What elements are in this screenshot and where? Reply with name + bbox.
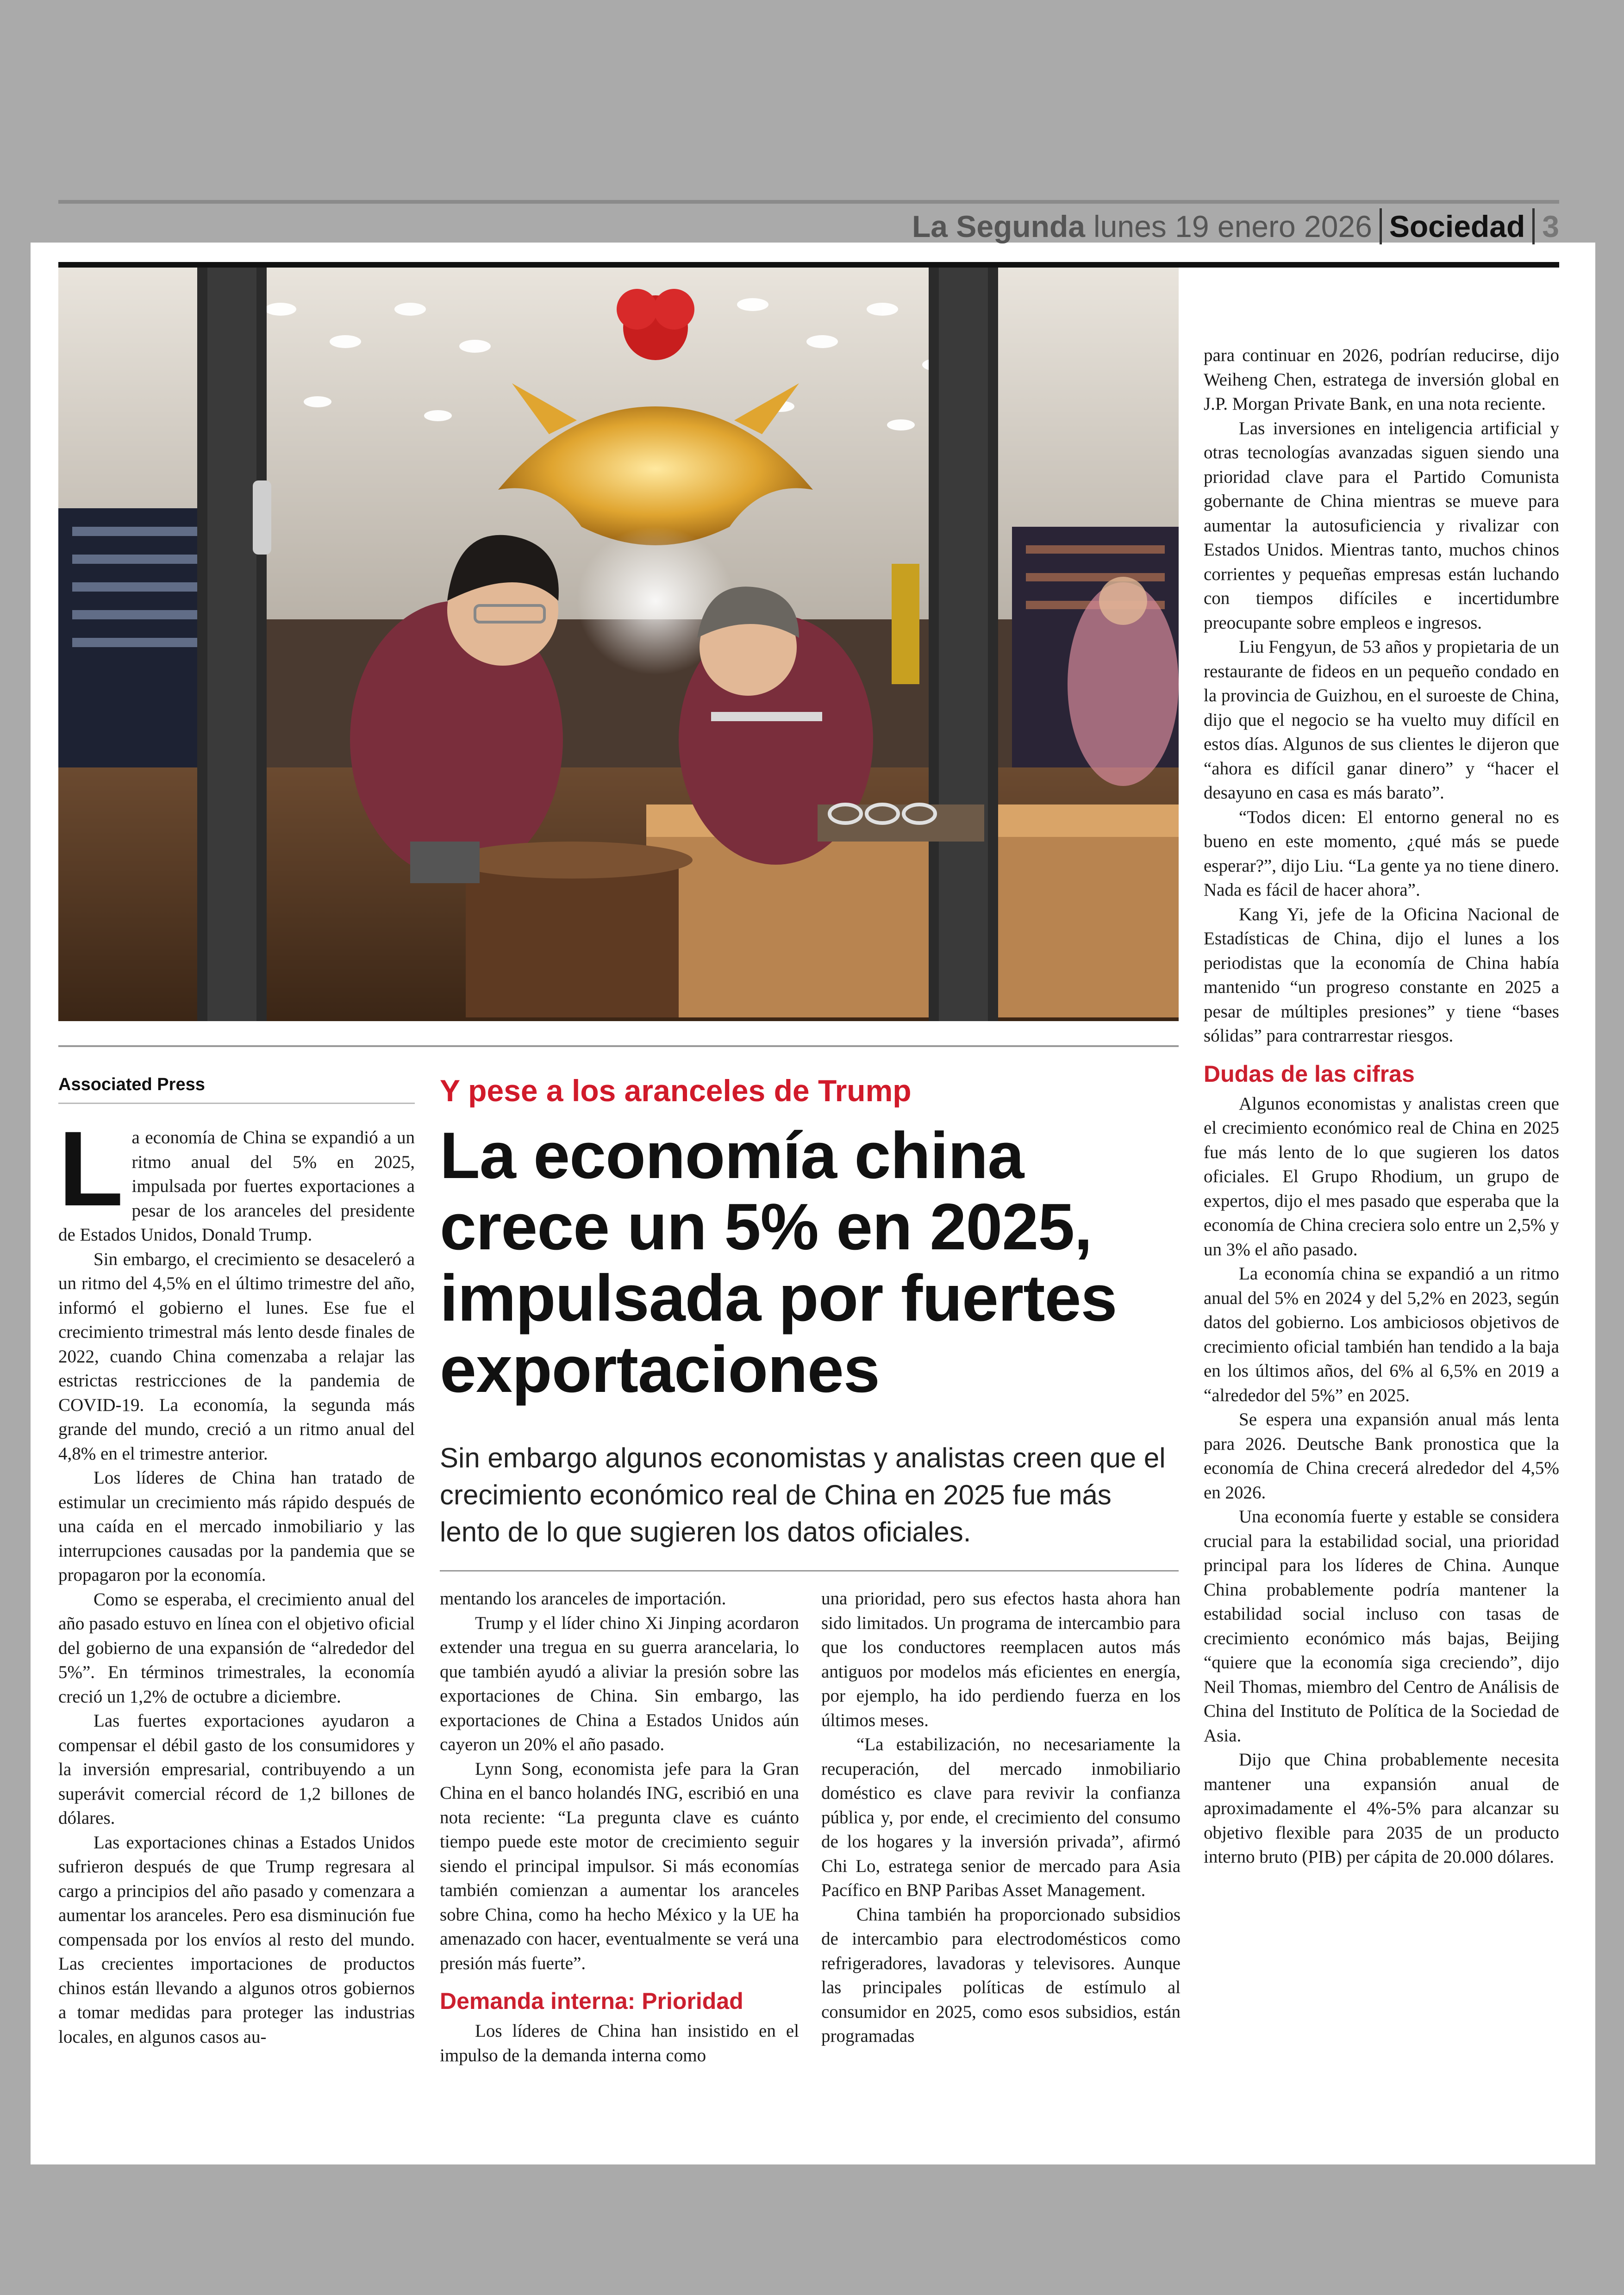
dek-rule bbox=[440, 1570, 1179, 1572]
header-rule bbox=[58, 262, 1559, 268]
paragraph: Los líderes de China han tratado de estimular un crecimiento más rápido después de una caída en el mercado inmobiliario y las interrupciones causadas por la pandemia que se propagaron por la economía. bbox=[58, 1468, 415, 1585]
paragraph: Lynn Song, economista jefe para la Gran China en el banco holandés ING, escribió en una nota reciente: “La pregunta clave es cuánto tiempo puede este motor de crecimiento seguir siendo el principal impulsor. Si más economías también comienzan a aumentar los aranceles sobre China, como ha hecho México y la UE ha amenazado con hacer, eventualmente se verá una presión más fuerte”. bbox=[440, 1759, 799, 1973]
paragraph: una prioridad, pero sus efectos hasta ahora han sido limitados. Un programa de intercambio para que los conductores reemplacen autos más antiguos por modelos más eficientes en energía, por ejemplo, ha ido perdiendo fuerza en los últimos meses. bbox=[821, 1589, 1181, 1730]
page-number: 3 bbox=[1542, 209, 1559, 243]
paragraph: Sin embargo, el crecimiento se desaceleró a un ritmo del 4,5% en el último trimestre del año, informó el gobierno el lunes. Ese fue el crecimiento trimestral más lento desde finales de 2022, cuando China comenzaba a relajar las estrictas restricciones de la pandemia de COVID-19. La economía, la segunda más grande del mundo, creció a un ritmo anual del 4,8% en el trimestre anterior. bbox=[58, 1249, 415, 1464]
paragraph: La economía china se expandió a un ritmo anual del 5% en 2024 y del 5,2% en 2023, según datos del gobierno. Los ambiciosos objetivos de crecimiento oficial también han tendido a la baja en los últimos años, del 6% al 6,5% en 2019 a “alrededor del 5%” en 2025. bbox=[1204, 1264, 1559, 1405]
top-rule bbox=[58, 200, 1559, 204]
paragraph: “La estabilización, no necesariamente la recuperación, del mercado inmobiliario doméstico es clave para revivir la confianza pública y, por ende, el crecimiento del consumo de los hogares y la inversión privada”, afirmó Chi Lo, estratega senior de mercado para Asia Pacífico en BNP Paribas Asset Management. bbox=[821, 1734, 1181, 1900]
paragraph: mentando los aranceles de importación. bbox=[440, 1589, 726, 1609]
header-divider bbox=[1532, 208, 1535, 244]
paragraph: Se espera una expansión anual más lenta para 2026. Deutsche Bank pronostica que la economía de China crecerá alrededor del 4,5% en 2026. bbox=[1204, 1409, 1559, 1503]
paragraph: Las fuertes exportaciones ayudaron a compensar el débil gasto de los consumidores y la inversión empresarial, contribuyendo a un superávit comercial récord de 1,2 billones de dólares. bbox=[58, 1711, 415, 1828]
dek: Sin embargo algunos economistas y analistas creen que el crecimiento económico real de China en 2025 fue más lento de lo que sugieren los datos oficiales. bbox=[440, 1442, 1166, 1547]
text-column-3 bbox=[821, 1587, 1181, 2049]
headline: La economía china crece un 5% en 2025, impulsada por fuertes exportaciones bbox=[440, 1119, 1117, 1406]
paragraph: Liu Fengyun, de 53 años y propietaria de un restaurante de fideos en un pequeño condado en la provincia de Guizhou, en el suroeste de China, dijo que el negocio se ha vuelto muy difícil en estos días. Algunos de sus clientes le dijeron que “ahora es difícil ganar dinero” y “hacer el desayuno en casa es más barato”. bbox=[1204, 637, 1559, 803]
drop-cap: L bbox=[58, 1109, 124, 1228]
paragraph: Dijo que China probablemente necesita mantener una expansión anual de aproximadamente el 4%-5% para alcanzar su objetivo flexible para 2035 de un producto interno bruto (PIB) per cápita de 20.000 dólares. bbox=[1204, 1750, 1559, 1867]
paragraph: Trump y el líder chino Xi Jinping acordaron extender una tregua en su guerra arancelaria, lo que también ayudó a aliviar la presión sobre las exportaciones de China. Sin embargo, las exportaciones de China a Estados Unidos aún cayeron un 20% el año pasado. bbox=[440, 1613, 799, 1754]
subhead-demand: Demanda interna: Prioridad bbox=[440, 1988, 743, 2014]
byline: Associated Press bbox=[58, 1075, 205, 1094]
paragraph: Kang Yi, jefe de la Oficina Nacional de Estadísticas de China, dijo el lunes a los periodistas que la economía de China había mantenido “un progreso constante en 2025 a pesar de múltiples presiones” y tiene “bases sólidas” para contrarrestar riesgos. bbox=[1204, 904, 1559, 1046]
paragraph: Los líderes de China han insistido en el impulso de la demanda interna como bbox=[440, 2021, 799, 2065]
byline-rule bbox=[58, 1103, 415, 1104]
newspaper-name: La Segunda bbox=[912, 209, 1085, 243]
paragraph: Una economía fuerte y estable se considera crucial para la estabilidad social, una prioridad principal para los líderes de China. Aunque China probablemente podría mantener la estabilidad social incluso con tasas de crecimiento económico más bajas, Beijing “quiere que la economía siga creciendo”, dijo Neil Thomas, miembro del Centro de Análisis de China del Instituto de Política de la Sociedad de Asia. bbox=[1204, 1507, 1559, 1746]
issue-date: lunes 19 enero 2026 bbox=[1093, 209, 1372, 243]
text-column-1 bbox=[58, 1109, 415, 2049]
paragraph: Algunos economistas y analistas creen que el crecimiento económico real de China en 2025 fue más lento de lo que sugieren los datos oficiales. El Grupo Rhodium, un grupo de expertos, dijo el mes pasado que esperaba que la economía de China creciera solo entre un 2,5% y un 3% el año pasado. bbox=[1204, 1093, 1559, 1260]
paragraph: para continuar en 2026, podrían reducirse, dijo Weiheng Chen, estratega de inversión global en J.P. Morgan Private Bank, en una nota reciente. bbox=[1204, 345, 1559, 414]
header-divider bbox=[1380, 208, 1382, 244]
paragraph: China también ha proporcionado subsidios de intercambio para electrodomésticos como refrigeradores, lavadoras y televisores. Aunque las principales políticas de estímulo al consumidor en 2025, como esos subsidios, están programadas bbox=[821, 1904, 1181, 2046]
paragraph: Las inversiones en inteligencia artificial y otras tecnologías avanzadas siguen siendo una prioridad clave para el Partido Comunista gobernante de China mientras se mueve para aumentar la autosuficiencia y rivalizar con Estados Unidos. Mientras tanto, muchos chinos corrientes y pequeñas empresas están luchando con tiempos difíciles e incertidumbre preocupante sobre empleos e ingresos. bbox=[1204, 418, 1559, 633]
section-rule bbox=[58, 1045, 1179, 1047]
lead-text: a economía de China se expandió a un ritmo anual del 5% en 2025, impulsada por fuertes exportaciones a pesar de los aranceles del presidente de Estados Unidos, Donald Trump. bbox=[58, 1128, 415, 1245]
kicker: Y pese a los aranceles de Trump bbox=[440, 1073, 912, 1108]
paragraph: Como se esperaba, el crecimiento anual del año pasado estuvo en línea con el objetivo oficial del gobierno de una expansión de “alrededor del 5%”. En términos trimestrales, la economía creció un 1,2% de octubre a diciembre. bbox=[58, 1589, 415, 1707]
photo-jewelers-workshop-icon bbox=[58, 268, 1179, 1021]
subhead-doubts: Dudas de las cifras bbox=[1204, 1060, 1415, 1087]
text-column-2 bbox=[440, 1587, 799, 2068]
page-header bbox=[880, 206, 1559, 246]
text-column-4 bbox=[1204, 343, 1559, 1870]
paragraph: “Todos dicen: El entorno general no es bueno en este momento, ¿qué más se puede esperar?”, dijo Liu. “La gente ya no tiene dinero. Nada es fácil de hacer ahora”. bbox=[1204, 807, 1559, 900]
paragraph: Las exportaciones chinas a Estados Unidos sufrieron después de que Trump regresara al cargo a principios del año pasado y comenzara a aumentar los aranceles. Pero esa disminución fue compensada por los envíos al resto del mundo. Las crecientes importaciones de productos chinos están llevando a algunos otros gobiernos a tomar medidas para proteger las industrias locales, en algunos casos au- bbox=[58, 1832, 415, 2047]
paragraph bbox=[58, 1109, 415, 1247]
section-name: Sociedad bbox=[1389, 209, 1525, 243]
